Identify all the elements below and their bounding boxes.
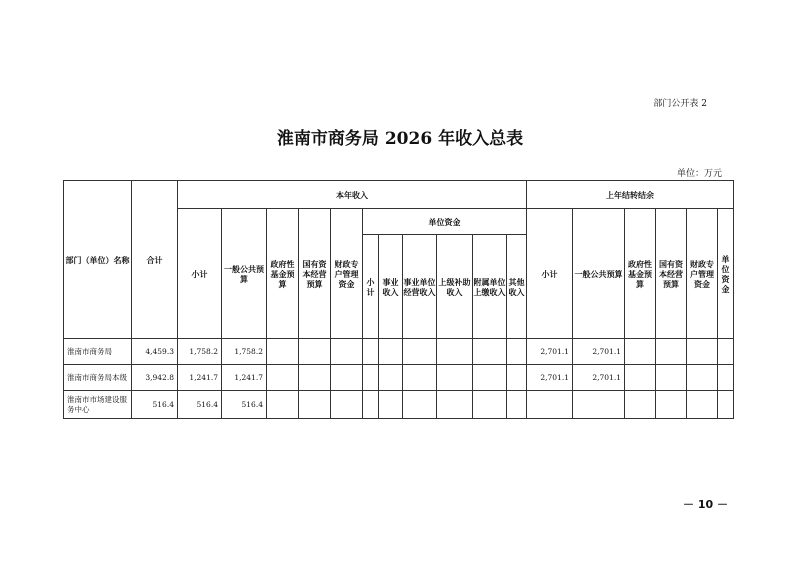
header-unit-funds: 单位资金	[363, 209, 527, 235]
header-total: 合计	[132, 181, 178, 339]
row-cy-subtotal: 1,758.2	[178, 339, 222, 365]
row-total: 4,459.3	[132, 339, 178, 365]
header-py-general-budget: 一般公共预算	[573, 209, 625, 339]
header-uf-subtotal: 小计	[363, 235, 379, 339]
row-py-general: 2,701.1	[573, 339, 625, 365]
header-cy-special-fund: 财政专户管理资金	[331, 209, 363, 339]
header-uf-other-income: 其他收入	[507, 235, 527, 339]
header-uf-affiliate-income: 附属单位上缴收入	[473, 235, 507, 339]
table-row	[64, 339, 734, 365]
page-number: － 10 －	[683, 498, 728, 511]
table-row	[64, 365, 734, 391]
row-cy-subtotal: 516.4	[178, 391, 222, 419]
header-uf-business-income: 事业收入	[379, 235, 403, 339]
row-dept-name: 淮南市商务局	[64, 339, 132, 365]
row-py-subtotal: 2,701.1	[527, 339, 573, 365]
header-cy-state-capital: 国有资本经营预算	[299, 209, 331, 339]
revenue-table	[63, 180, 734, 419]
row-cy-general: 1,758.2	[222, 339, 267, 365]
header-py-state-capital: 国有资本经营预算	[656, 209, 687, 339]
header-cy-gov-fund: 政府性基金预算	[267, 209, 299, 339]
header-py-subtotal: 小计	[527, 209, 573, 339]
row-total: 516.4	[132, 391, 178, 419]
row-py-subtotal: 2,701.1	[527, 365, 573, 391]
row-total: 3,942.8	[132, 365, 178, 391]
row-py-subtotal	[527, 391, 573, 419]
header-prior-carryover: 上年结转结余	[527, 181, 734, 209]
page-title: 淮南市商务局 2026 年收入总表	[276, 129, 524, 149]
row-cy-general: 1,241.7	[222, 365, 267, 391]
row-dept-name: 淮南市市场建设服务中心	[64, 391, 132, 419]
row-py-general: 2,701.1	[573, 365, 625, 391]
unit-label: 单位：万元	[676, 169, 722, 179]
header-dept-name: 部门（单位）名称	[64, 181, 132, 339]
row-cy-subtotal: 1,241.7	[178, 365, 222, 391]
row-cy-general: 516.4	[222, 391, 267, 419]
header-uf-operating-income: 事业单位经营收入	[403, 235, 437, 339]
row-dept-name: 淮南市商务局本级	[64, 365, 132, 391]
table-row	[64, 391, 734, 419]
header-cy-general-budget: 一般公共预算	[222, 209, 267, 339]
row-py-general	[573, 391, 625, 419]
header-current-year: 本年收入	[178, 181, 527, 209]
header-py-gov-fund: 政府性基金预算	[625, 209, 656, 339]
header-py-unit-funds: 单位资金	[718, 209, 734, 339]
header-uf-superior-subsidy: 上级补助收入	[437, 235, 473, 339]
table-number-label: 部门公开表 2	[653, 99, 707, 109]
header-cy-subtotal: 小计	[178, 209, 222, 339]
header-py-special-fund: 财政专户管理资金	[687, 209, 718, 339]
